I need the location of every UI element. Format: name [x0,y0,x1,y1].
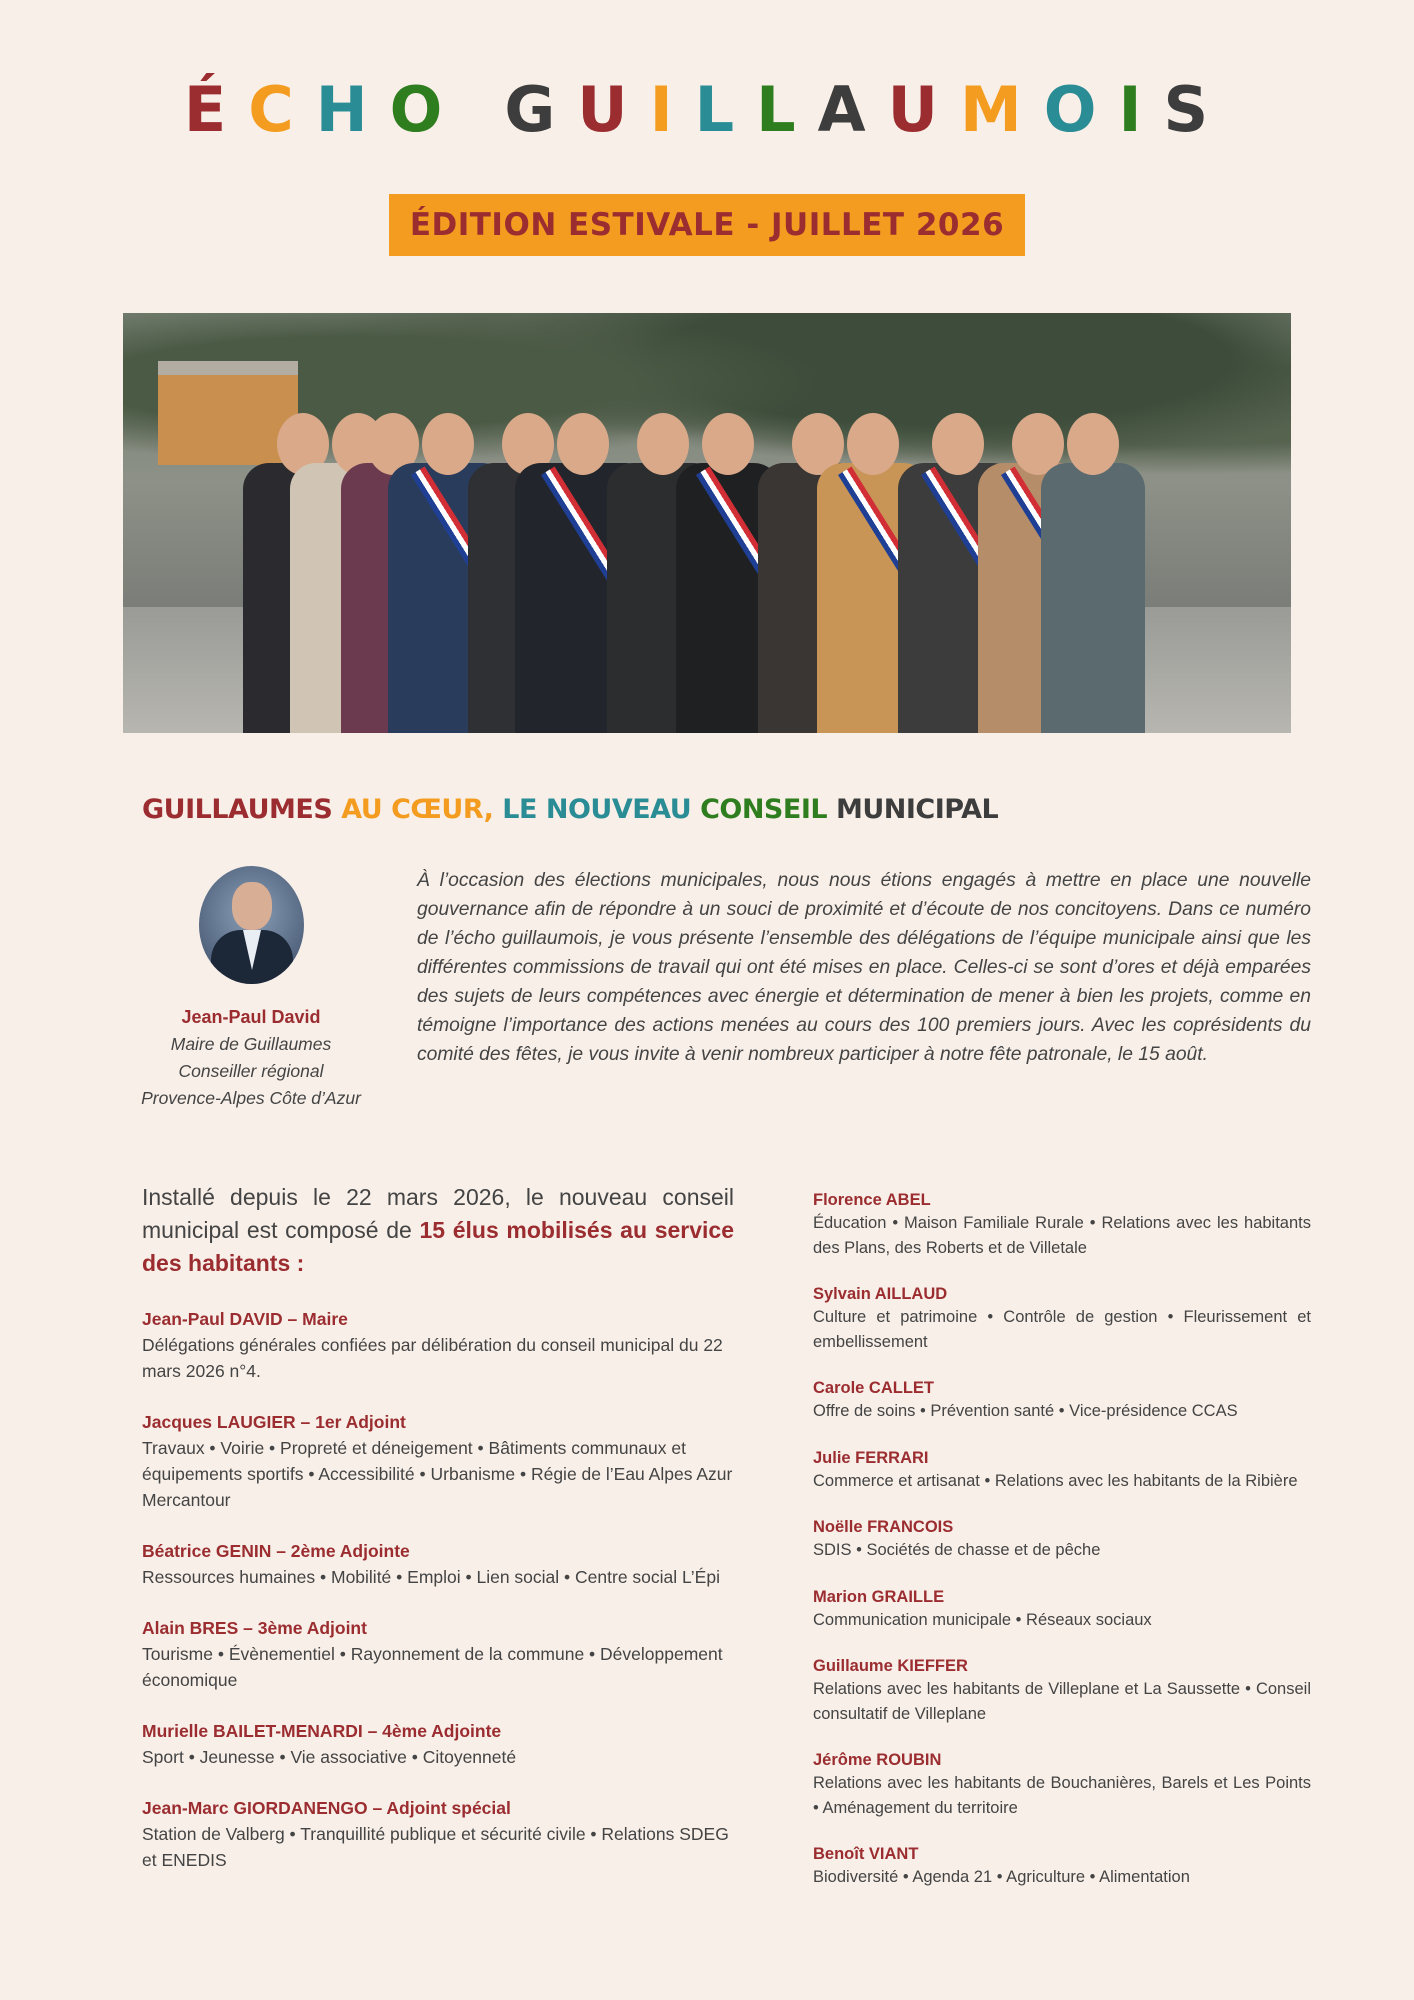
section-title-part: AU CŒUR, [341,794,503,825]
masthead-letter: C [248,73,316,146]
member-name: Jérôme ROUBIN [813,1751,942,1769]
council-member [813,1655,1311,1726]
intro-text: Installé depuis le 22 mars 2026, le nouveau conseil municipal est composé de [142,1184,734,1243]
council-group-photo [123,313,1291,733]
mayor-role: Provence-Alpes Côte d’Azur [141,1088,361,1108]
member-name: Sylvain AILLAUD [813,1285,948,1303]
masthead-letter [464,70,504,150]
member-delegations: Relations avec les habitants de Villeplane et La Saussette • Conseil consultatif de Villeplane [813,1680,1311,1723]
masthead-letter: I [1118,73,1164,146]
section-title-part: MUNICIPAL [835,794,999,825]
member-name: Jacques LAUGIER – 1er Adjoint [142,1412,406,1432]
member-delegations: Travaux • Voirie • Propreté et déneigement • Bâtiments communaux et équipements sportifs • Accessibilité • Urbanisme • Régie de l’Eau Alpes Azur Mercantour [142,1438,733,1510]
member-name: Guillaume KIEFFER [813,1657,968,1675]
masthead-letter: L [694,73,757,146]
masthead-letter: É [183,73,249,146]
council-member [142,1616,742,1693]
member-delegations: Communication municipale • Réseaux sociaux [813,1610,1152,1629]
member-delegations: Tourisme • Évènementiel • Rayonnement de la commune • Développement économique [142,1644,723,1690]
masthead-letter: A [817,73,888,146]
member-name: Murielle BAILET-MENARDI – 4ème Adjointe [142,1721,502,1741]
council-intro [142,1181,734,1280]
member-delegations: Relations avec les habitants de Bouchanières, Barels et Les Points • Aménagement du territoire [813,1774,1311,1817]
member-name: Jean-Marc GIORDANENGO – Adjoint spécial [142,1798,511,1818]
member-name: Carole CALLET [813,1379,935,1397]
member-name: Florence ABEL [813,1191,931,1209]
council-member [813,1447,1311,1494]
section-title-part: CONSEIL [700,794,836,825]
member-name: Jean-Paul DAVID – Maire [142,1309,348,1329]
council-member [813,1843,1311,1890]
council-member [813,1283,1311,1354]
masthead-letter: H [315,73,390,146]
mayor-role: Conseiller régional [178,1061,324,1081]
member-delegations: Délégations générales confiées par délibération du conseil municipal du 22 mars 2026 n°4. [142,1335,723,1381]
member-delegations: Offre de soins • Prévention santé • Vice-présidence CCAS [813,1402,1238,1420]
members-column-left [142,1307,742,1899]
photo-person [1028,393,1158,733]
council-member [142,1796,742,1873]
member-delegations: Sport • Jeunesse • Vie associative • Citoyenneté [142,1747,517,1767]
member-delegations: Biodiversité • Agenda 21 • Agriculture • Alimentation [813,1868,1190,1886]
masthead-letter: U [577,73,650,146]
mayor-role: Maire de Guillaumes [170,1034,332,1054]
masthead-letter: M [960,73,1044,146]
edition-banner: ÉDITION ESTIVALE - JUILLET 2026 [389,194,1025,256]
member-name: Benoît VIANT [813,1845,919,1863]
section-title-part: LE NOUVEAU [502,794,701,825]
member-delegations: Commerce et artisanat • Relations avec les habitants de la Ribière [813,1471,1298,1490]
mayor-portrait [199,866,304,984]
masthead-letter: I [649,73,695,146]
masthead-letter: O [1043,73,1119,146]
masthead-letter: U [887,73,961,146]
member-delegations: Éducation • Maison Familiale Rurale • Relations avec les habitants des Plans, des Roberts et de Villetale [813,1214,1311,1257]
council-member [813,1749,1311,1820]
mayor-name: Jean-Paul David [181,1007,321,1027]
section-title-part: GUILLAUMES [142,794,342,825]
masthead-letter: S [1163,73,1231,146]
member-name: Julie FERRARI [813,1448,929,1467]
masthead-letter: G [504,73,578,146]
members-column-right [813,1189,1311,1913]
member-name: Béatrice GENIN – 2ème Adjointe [142,1541,410,1561]
council-member [813,1377,1311,1424]
mayor-caption [120,1004,382,1112]
masthead-letter: O [389,73,465,146]
council-member [813,1586,1311,1633]
council-member [813,1189,1311,1260]
section-title [142,794,998,825]
member-delegations: SDIS • Sociétés de chasse et de pêche [813,1541,1101,1559]
council-member [142,1410,742,1513]
member-delegations: Ressources humaines • Mobilité • Emploi • Lien social • Centre social L’Épi [142,1567,720,1587]
masthead-title [0,70,1414,150]
intro-highlight: 15 élus mobilisés au service des habitants : [142,1217,734,1276]
member-name: Marion GRAILLE [813,1587,945,1606]
council-member [142,1307,742,1384]
editorial-text: À l’occasion des élections municipales, nous nous étions engagés à mettre en place une nouvelle gouvernance afin de répondre à un souci de proximité et d’écoute de nos concitoyens. Dans ce numéro de l’écho guillaumois, je vous présente l’ensemble des délégations de l’équipe municipale ainsi que les différentes commissions de travail qui ont été mises en place. Celles-ci se sont d’ores et déjà emparées des sujets de leurs compétences avec énergie et détermination de mener à bien les projets, comme en témoigne l’importance des actions menées au cours des 100 premiers jours. Avec les coprésidents du comité des fêtes, je vous invite à venir nombreux participer à notre fête patronale, le 15 août. [417,870,1311,1065]
member-delegations: Station de Valberg • Tranquillité publique et sécurité civile • Relations SDEG et ENEDIS [142,1824,729,1870]
masthead-letter: L [756,73,818,146]
member-name: Alain BRES – 3ème Adjoint [142,1618,367,1638]
council-member [142,1719,742,1770]
council-member [142,1539,742,1590]
council-member [813,1516,1311,1563]
member-delegations: Culture et patrimoine • Contrôle de gestion • Fleurissement et embellissement [813,1308,1311,1351]
member-name: Noëlle FRANCOIS [813,1518,954,1536]
